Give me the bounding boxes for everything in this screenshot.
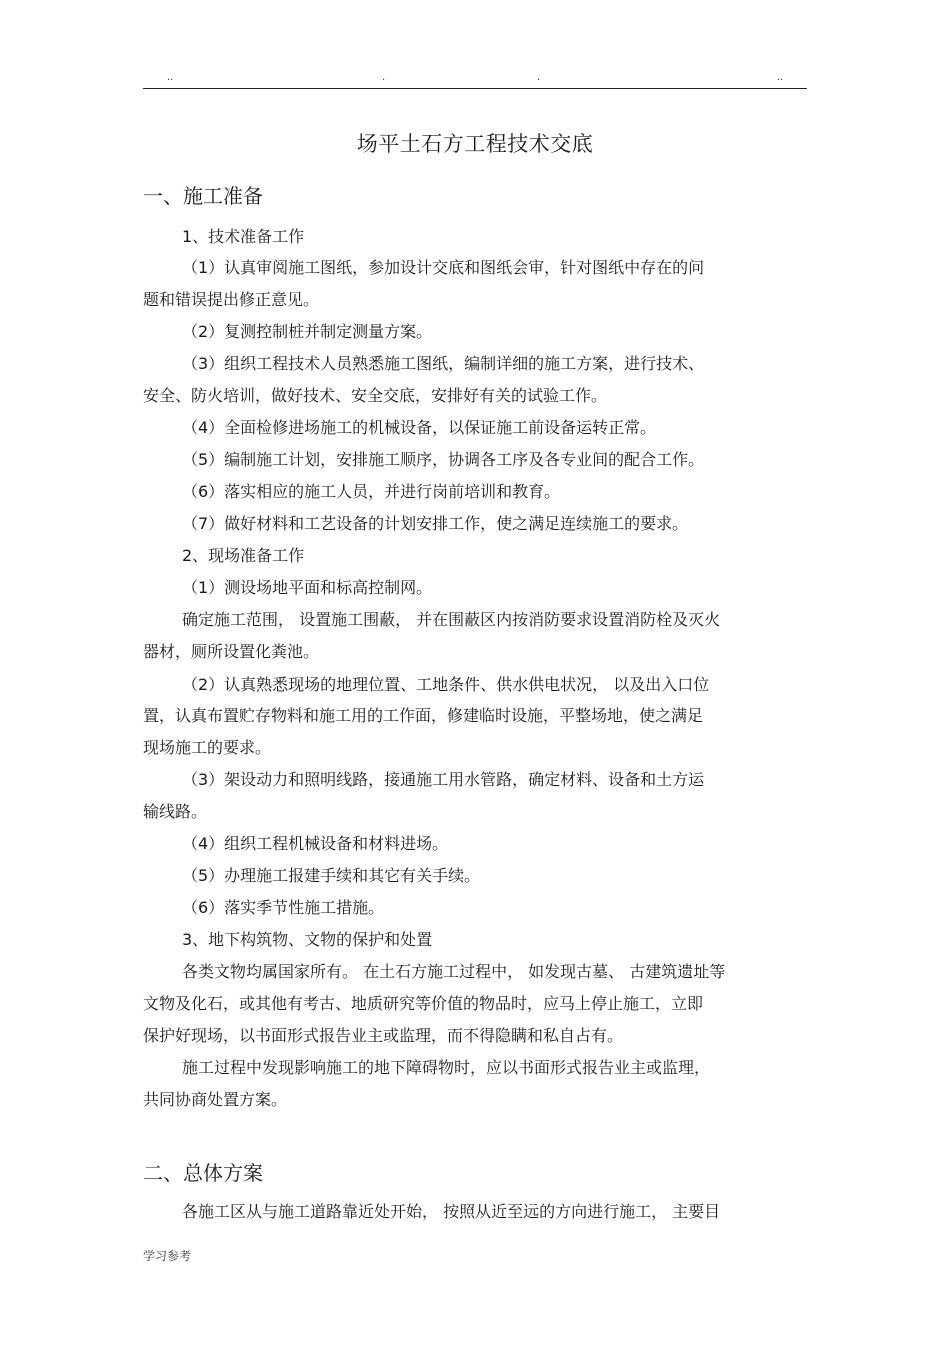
- paragraph-line: 现场施工的要求。: [143, 738, 272, 757]
- header-dot-1: ..: [167, 72, 174, 83]
- paragraph-line: 器材，厕所设置化粪池。: [143, 642, 320, 661]
- header-dot-2: .: [382, 72, 386, 83]
- paragraph-line: （6）落实季节性施工措施。: [182, 898, 385, 917]
- paragraph-line: 置，认真布置贮存物料和施工用的工作面，修建临时设施，平整场地，使之满足: [143, 706, 704, 725]
- paragraph-line: （1）测设场地平面和标高控制网。: [182, 578, 433, 597]
- header-dot-3: .: [537, 72, 541, 83]
- header-rule: [143, 88, 807, 89]
- paragraph-line: 各类文物均属国家所有。 在土石方施工过程中， 如发现古墓、 古建筑遗址等: [182, 962, 726, 981]
- page-footer: 学习参考: [143, 1249, 192, 1263]
- document-title: 场平土石方工程技术交底: [356, 132, 594, 156]
- paragraph-line: （3）组织工程技术人员熟悉施工图纸，编制详细的施工方案，进行技术、: [182, 354, 705, 373]
- paragraph-line: 各施工区从与施工道路靠近处开始， 按照从近至远的方向进行施工， 主要目: [182, 1202, 721, 1221]
- section-heading-overall-plan: 二、总体方案: [143, 1161, 263, 1185]
- header-dot-4: ..: [777, 72, 784, 83]
- paragraph-line: （2）复测控制桩并制定测量方案。: [182, 322, 433, 341]
- paragraph-line: 安全、防火培训，做好技术、安全交底，安排好有关的试验工作。: [143, 386, 608, 405]
- paragraph-line: 文物及化石，或其他有考古、地质研究等价值的物品时，应马上停止施工，立即: [143, 994, 704, 1013]
- paragraph-line: （7）做好材料和工艺设备的计划安排工作，使之满足连续施工的要求。: [182, 514, 689, 533]
- paragraph-line: （5）办理施工报建手续和其它有关手续。: [182, 866, 481, 885]
- paragraph-line: （5）编制施工计划，安排施工顺序，协调各工序及各专业间的配合工作。: [182, 450, 705, 469]
- paragraph-line: （1）认真审阅施工图纸，参加设计交底和图纸会审，针对图纸中存在的问: [182, 258, 705, 277]
- paragraph-line: 输线路。: [143, 802, 208, 821]
- section-heading-preparation: 一、施工准备: [143, 184, 263, 208]
- paragraph-line: 题和错误提出修正意见。: [143, 290, 320, 309]
- subheading-underground-protection: 3、地下构筑物、文物的保护和处置: [182, 930, 433, 949]
- subheading-technical-prep: 1、技术准备工作: [182, 227, 305, 246]
- paragraph-line: （4）全面检修进场施工的机械设备，以保证施工前设备运转正常。: [182, 418, 657, 437]
- page-header-dots: [143, 70, 806, 86]
- paragraph-line: 保护好现场，以书面形式报告业主或监理，而不得隐瞒和私自占有。: [143, 1026, 624, 1045]
- paragraph-line: （6）落实相应的施工人员，并进行岗前培训和教育。: [182, 482, 561, 501]
- paragraph-line: 共同协商处置方案。: [143, 1090, 288, 1109]
- paragraph-line: 确定施工范围， 设置施工围蔽， 并在围蔽区内按消防要求设置消防栓及灭火: [182, 610, 721, 629]
- paragraph-line: （3）架设动力和照明线路，接通施工用水管路，确定材料、设备和土方运: [182, 770, 705, 789]
- subheading-site-prep: 2、现场准备工作: [182, 546, 305, 565]
- paragraph-line: （4）组织工程机械设备和材料进场。: [182, 834, 449, 853]
- paragraph-line: （2）认真熟悉现场的地理位置、工地条件、供水供电状况， 以及出入口位: [182, 675, 710, 694]
- paragraph-line: 施工过程中发现影响施工的地下障碍物时，应以书面形式报告业主或监理，: [182, 1058, 711, 1077]
